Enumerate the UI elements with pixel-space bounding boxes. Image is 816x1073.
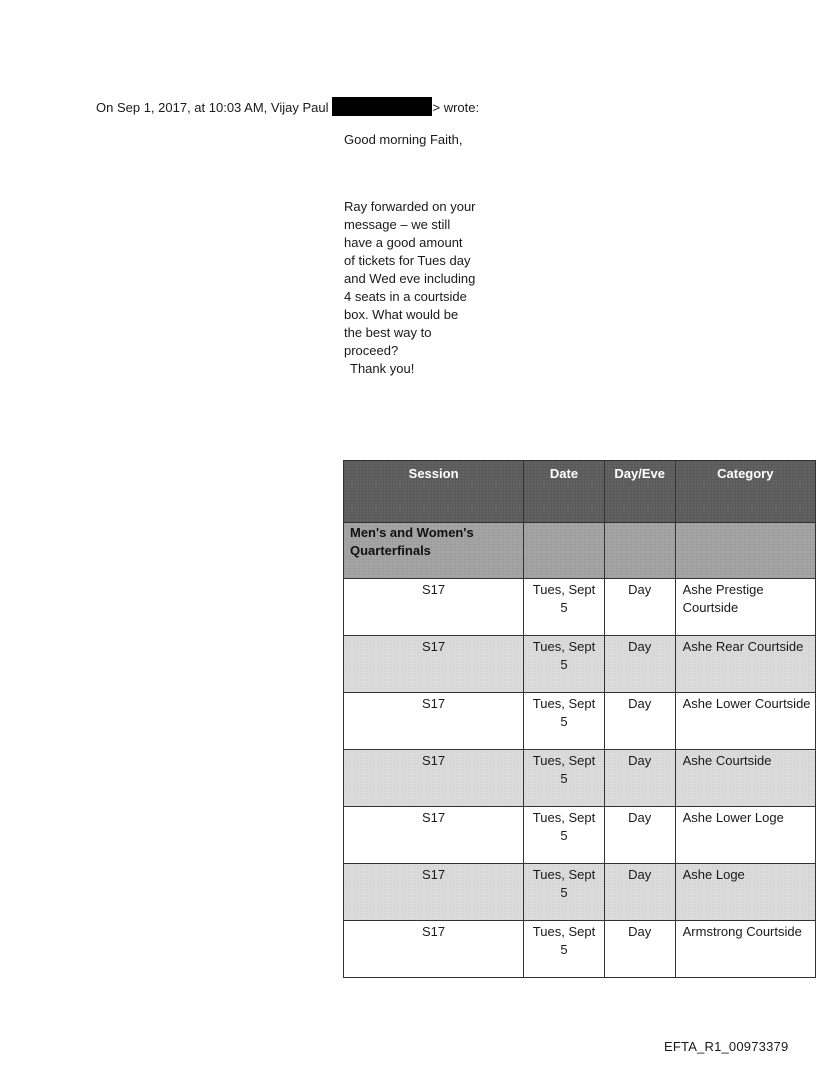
group-empty-cell	[524, 523, 605, 579]
redacted-email-address	[332, 97, 432, 116]
table-group-row	[344, 523, 816, 579]
group-empty-cell	[604, 523, 675, 579]
day-eve-cell: Day	[604, 750, 675, 807]
header-session: Session	[344, 461, 524, 523]
date-cell: Tues, Sept 5	[524, 807, 605, 864]
session-cell: S17	[344, 636, 524, 693]
email-body: Ray forwarded on your message – we still have a good amount of tickets for Tues day and Wed eve including 4 seats in a courtside box. What would be the best way to proceed?	[344, 199, 476, 358]
email-closing: Thank you!	[350, 361, 415, 376]
day-eve-cell: Day	[604, 864, 675, 921]
date-cell: Tues, Sept 5	[524, 579, 605, 636]
session-cell: S17	[344, 579, 524, 636]
ticket-table	[343, 460, 816, 978]
session-cell: S17	[344, 693, 524, 750]
date-cell: Tues, Sept 5	[524, 921, 605, 978]
session-cell: S17	[344, 807, 524, 864]
table-row	[344, 579, 816, 636]
header-day-eve: Day/Eve	[604, 461, 675, 523]
group-label: Men's and Women's Quarterfinals	[344, 523, 524, 579]
day-eve-cell: Day	[604, 636, 675, 693]
date-cell: Tues, Sept 5	[524, 693, 605, 750]
email-header-prefix: On Sep 1, 2017, at 10:03 AM, Vijay Paul	[96, 100, 329, 115]
category-cell: Ashe Lower Loge	[675, 807, 815, 864]
table-row	[344, 807, 816, 864]
session-cell: S17	[344, 864, 524, 921]
table-row	[344, 636, 816, 693]
day-eve-cell: Day	[604, 579, 675, 636]
category-cell: Ashe Prestige Courtside	[675, 579, 815, 636]
header-date: Date	[524, 461, 605, 523]
document-id: EFTA_R1_00973379	[664, 1039, 789, 1054]
table-row	[344, 693, 816, 750]
category-cell: Ashe Courtside	[675, 750, 815, 807]
category-cell: Ashe Rear Courtside	[675, 636, 815, 693]
date-cell: Tues, Sept 5	[524, 636, 605, 693]
category-cell: Ashe Loge	[675, 864, 815, 921]
date-cell: Tues, Sept 5	[524, 864, 605, 921]
group-empty-cell	[675, 523, 815, 579]
table-header-row	[344, 461, 816, 523]
date-cell: Tues, Sept 5	[524, 750, 605, 807]
session-cell: S17	[344, 921, 524, 978]
day-eve-cell: Day	[604, 693, 675, 750]
day-eve-cell: Day	[604, 807, 675, 864]
day-eve-cell: Day	[604, 921, 675, 978]
email-header-suffix: > wrote:	[432, 100, 480, 115]
table-row	[344, 864, 816, 921]
category-cell: Armstrong Courtside	[675, 921, 815, 978]
table-row	[344, 750, 816, 807]
table-row	[344, 921, 816, 978]
category-cell: Ashe Lower Courtside	[675, 693, 815, 750]
header-category: Category	[675, 461, 815, 523]
session-cell: S17	[344, 750, 524, 807]
email-quote-header	[96, 97, 479, 117]
email-greeting: Good morning Faith,	[344, 132, 463, 147]
